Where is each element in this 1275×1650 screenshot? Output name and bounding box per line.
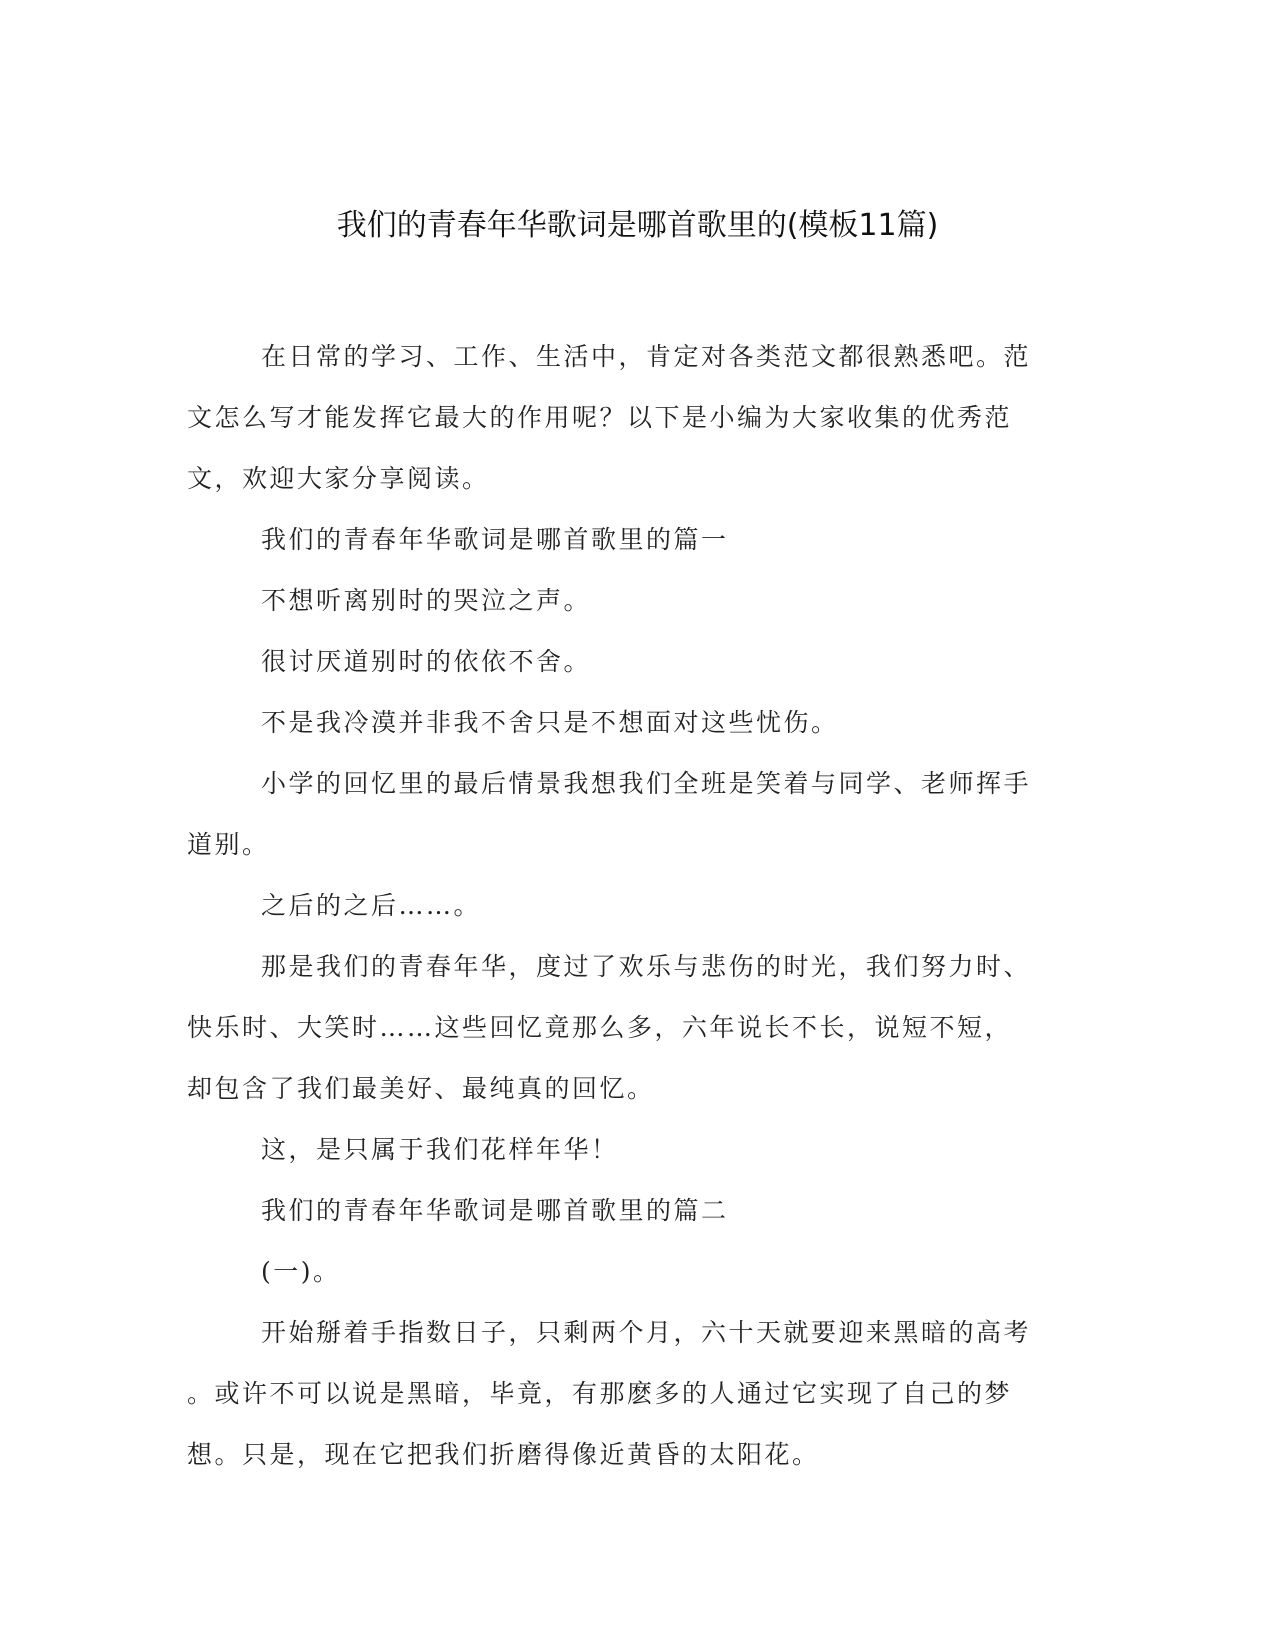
- paragraph-line: 那是我们的青春年华，度过了欢乐与悲伤的时光，我们努力时、: [261, 952, 1032, 981]
- paragraph-line: 不是我冷漠并非我不舍只是不想面对这些忧伤。: [261, 708, 839, 737]
- section-heading: 我们的青春年华歌词是哪首歌里的篇二: [261, 1196, 729, 1225]
- paragraph-line: 很讨厌道别时的依依不舍。: [261, 647, 592, 676]
- paragraph-line: 之后的之后……。: [261, 891, 482, 920]
- paragraph-line: 。或许不可以说是黑暗，毕竟，有那麽多的人通过它实现了自己的梦: [187, 1379, 1013, 1408]
- paragraph-line: 不想听离别时的哭泣之声。: [261, 586, 592, 615]
- document-title: 我们的青春年华歌词是哪首歌里的(模板11篇): [336, 208, 939, 243]
- paragraph-line: 快乐时、大笑时……这些回忆竟那么多，六年说长不长，说短不短，: [187, 1013, 1013, 1042]
- paragraph-line: 这，是只属于我们花样年华！: [261, 1135, 619, 1164]
- paragraph-line: 想。只是，现在它把我们折磨得像近黄昏的太阳花。: [187, 1440, 820, 1469]
- paragraph-line: 道别。: [187, 830, 270, 859]
- document-body: [187, 326, 1077, 1485]
- paragraph-line: 在日常的学习、工作、生活中，肯定对各类范文都很熟悉吧。范: [261, 342, 1032, 371]
- section-heading: 我们的青春年华歌词是哪首歌里的篇一: [261, 525, 729, 554]
- paragraph-line: 却包含了我们最美好、最纯真的回忆。: [187, 1074, 655, 1103]
- paragraph-line: 文，欢迎大家分享阅读。: [187, 464, 490, 493]
- paragraph-line: (一)。: [261, 1257, 341, 1286]
- paragraph-line: 文怎么写才能发挥它最大的作用呢？以下是小编为大家收集的优秀范: [187, 403, 1013, 432]
- paragraph-line: 小学的回忆里的最后情景我想我们全班是笑着与同学、老师挥手: [261, 769, 1032, 798]
- paragraph-line: 开始掰着手指数日子，只剩两个月，六十天就要迎来黑暗的高考: [261, 1318, 1032, 1347]
